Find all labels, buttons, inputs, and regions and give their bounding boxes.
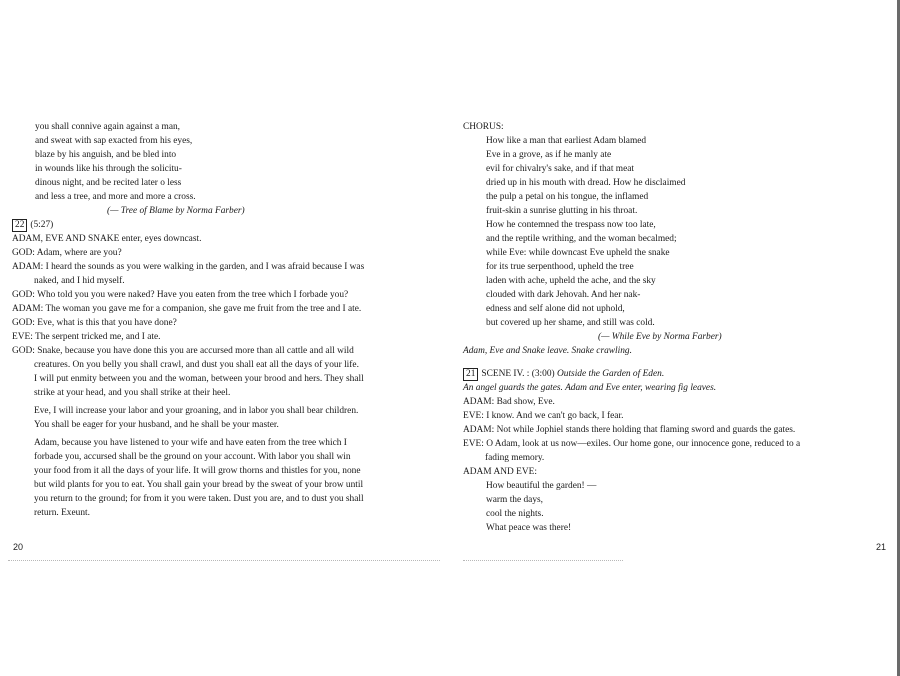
speech-text: Bad show, Eve. [496,397,555,407]
lyric-line: What peace was there! [486,523,572,533]
page-number-right: 21 [876,542,887,552]
scene-number-box: 22 [12,219,27,232]
lyric-line: How beautiful the garden! — [486,481,597,491]
poem-line: and the reptile writhing, and the woman becalmed; [486,234,677,244]
poem-line: How he contemned the trespass now too late, [486,220,656,230]
dialogue-line [12,316,440,330]
chorus-poem [463,134,883,330]
stage-direction: An angel guards the gates. Adam and Eve enter, wearing fig leaves. [463,383,717,393]
speaker-name: EVE: [463,411,484,421]
poem-line: the pulp a petal on his tongue, the inflamed [486,192,649,202]
paragraph-line: you return to the ground; for from it you were taken. Dust you are, and to dust you shall [34,494,364,504]
poem-line: dried up in his mouth with dread. How he disclaimed [486,178,686,188]
poem-line: clouded with dark Jehovah. And her nak- [486,290,641,300]
speech-text: Adam, where are you? [36,248,122,258]
poem-line: blaze by his anguish, and be bled into [35,150,177,160]
speaker-name: ADAM: [463,397,495,407]
paragraph-line: You shall be eager for your husband, and he shall be your master. [34,420,279,430]
poem-line: in wounds like his through the solicitu- [35,164,182,174]
paragraph-line: Adam, because you have listened to your wife and have eaten from the tree which I [34,438,347,448]
speech-continuation: naked, and I hid myself. [34,276,125,286]
poem-stanza [12,120,440,204]
poem-line: and less a tree, and more and more a cross. [35,192,196,202]
dialogue-line [12,246,440,260]
lyric-line: cool the nights. [486,509,544,519]
speech-text: Eve, what is this that you have done? [37,318,177,328]
paragraph-line: but wild plants for you to eat. You shall gain your bread by the sweat of your brow until [34,480,364,490]
chorus-label: CHORUS: [463,122,504,132]
speech-continuation: I will put enmity between you and the woman, between your brood and hers. They shall [34,374,364,384]
page-number-left: 20 [13,542,24,552]
dialogue-line [12,344,440,358]
poem-line: you shall connive again against a man, [35,122,181,132]
dialogue-line [12,288,440,302]
poem-line: but covered up her shame, and still was cold. [486,318,655,328]
dialogue-line [12,302,440,316]
poem-line: while Eve: while downcast Eve upheld the snake [486,248,670,258]
speaker-name: GOD: [12,248,35,258]
dialogue-line [12,260,440,274]
lyric-line: warm the days, [486,495,544,505]
right-page [463,120,883,535]
duet-label: ADAM AND EVE: [463,467,537,477]
paragraph-line: your food from it all the days of your life. It will grow thorns and thistles for you, none [34,466,361,476]
speech-continuation: fading memory. [485,453,545,463]
scene-time: (5:27) [30,220,54,230]
poem-line: and sweat with sap exacted from his eyes, [35,136,193,146]
adam-paragraph [12,436,440,520]
speech-text: I know. And we can't go back, I fear. [486,411,624,421]
dialogue-line [463,423,883,437]
speech-text: Who told you you were naked? Have you eaten from the tree which I forbade you? [37,290,349,300]
paragraph-line: Eve, I will increase your labor and your groaning, and in labor you shall bear children. [34,406,359,416]
speaker-name: ADAM: [12,304,44,314]
scene-heading: SCENE IV. : (3:00) [481,369,555,379]
speech-text: The serpent tricked me, and I ate. [35,332,161,342]
scene-header [12,218,440,232]
paragraph-line: return. Exeunt. [34,508,90,518]
dialogue-line [463,437,883,451]
left-page [12,120,440,520]
dialogue-line [463,395,883,409]
speaker-name: GOD: [12,346,35,356]
poem-line: edness and self alone did not uphold, [486,304,625,314]
speech-text: Snake, because you have done this you are accursed more than all cattle and all wild [37,346,354,356]
poem-line: laden with ache, upheld the ache, and the sky [486,276,656,286]
poem-line: evil for chivalry's sake, and if that meat [486,164,634,174]
scene-location: Outside the Garden of Eden. [556,369,665,379]
speech-text: I heard the sounds as you were walking in the garden, and I was afraid because I was [45,262,365,272]
speech-text: Not while Jophiel stands there holding that flaming sword and guards the gates. [496,425,796,435]
eve-paragraph [12,404,440,432]
speaker-name: ADAM: [463,425,495,435]
speaker-name: EVE: [12,332,33,342]
poem-line: How like a man that earliest Adam blamed [486,136,647,146]
duet-lyrics [463,479,883,535]
speaker-name: ADAM: [12,262,44,272]
scene-number-box: 21 [463,368,478,381]
speaker-name: GOD: [12,290,35,300]
dialogue-line [12,330,440,344]
stage-direction: Adam, Eve and Snake leave. Snake crawling. [463,346,632,356]
scan-artifact-line [463,560,623,562]
poem-attribution: (— Tree of Blame by Norma Farber) [107,206,245,216]
poem-line: fruit-skin a sunrise glutting in his throat. [486,206,638,216]
speech-text: O Adam, look at us now—exiles. Our home gone, our innocence gone, reduced to a [486,439,801,449]
poem-line: Eve in a grove, as if he manly ate [486,150,612,160]
poem-line: for its true serpenthood, upheld the tree [486,262,634,272]
speech-text: The woman you gave me for a companion, she gave me fruit from the tree and I ate. [45,304,362,314]
poem-line: dinous night, and be recited later o less [35,178,182,188]
paragraph-line: forbade you, accursed shall be the ground on your account. With labor you shall win [34,452,351,462]
poem-attribution: (— While Eve by Norma Farber) [598,332,722,342]
stage-direction: ADAM, EVE AND SNAKE enter, eyes downcast. [12,234,202,244]
scene-header [463,367,883,381]
speech-continuation: creatures. On you belly you shall crawl, and dust you shall eat all the days of your life. [34,360,359,370]
speaker-name: EVE: [463,439,484,449]
dialogue-line [463,409,883,423]
scan-artifact-line [8,560,440,562]
speech-continuation: strike at your head, and you shall strike at their heel. [34,388,231,398]
speaker-name: GOD: [12,318,35,328]
